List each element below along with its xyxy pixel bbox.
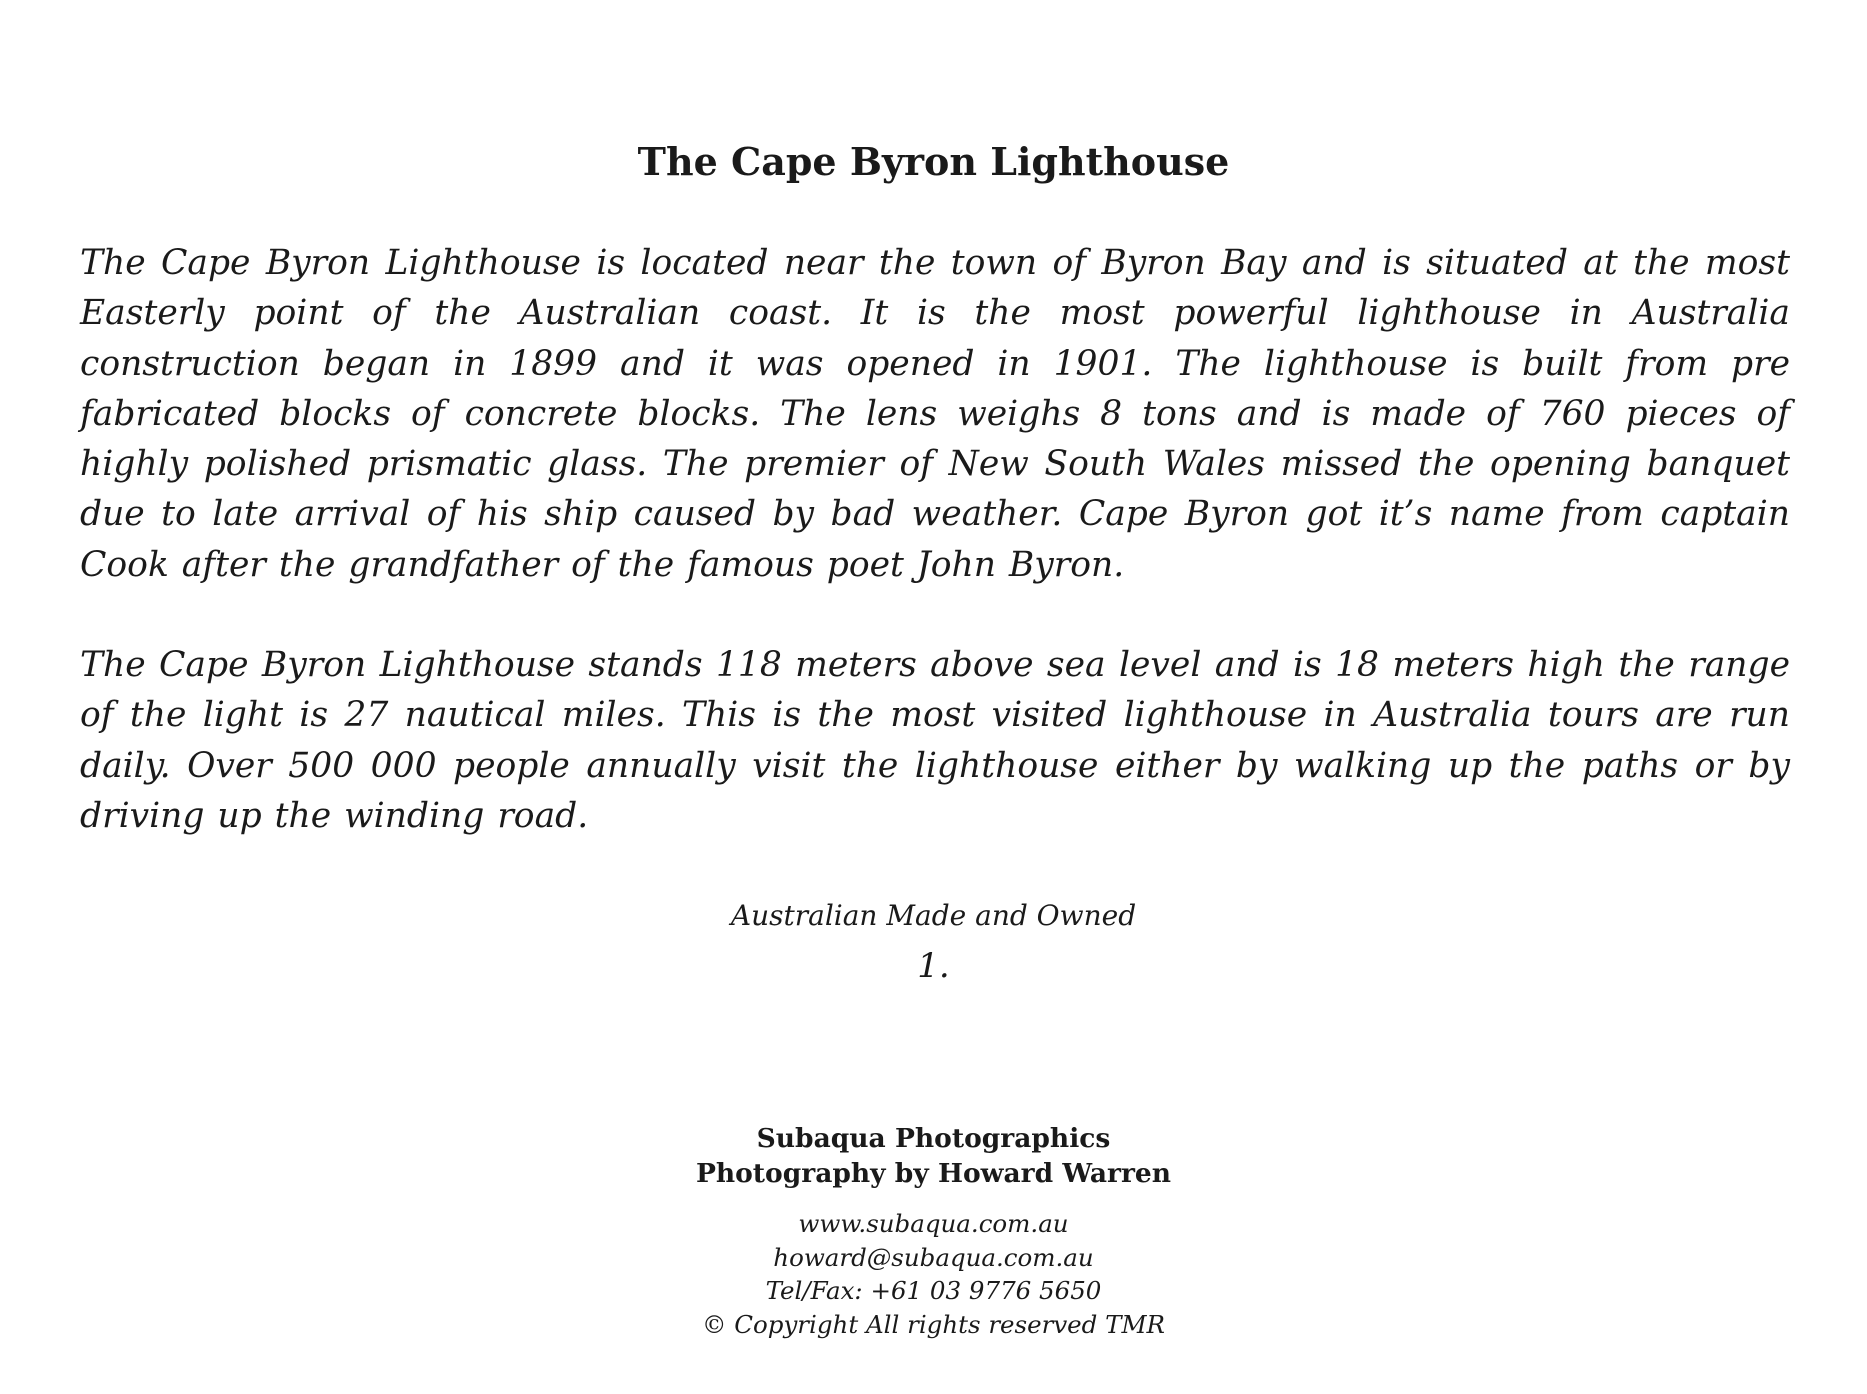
phone-text: Tel/Fax: +61 03 9776 5650: [765, 1276, 1102, 1305]
page-number: 1.: [917, 946, 950, 986]
page-title: The Cape Byron Lighthouse: [637, 139, 1230, 184]
credits-block: [0, 1121, 1867, 1191]
made-in-australia-tagline: Australian Made and Owned: [730, 899, 1137, 932]
email-text: howard@subaqua.com.au: [773, 1242, 1094, 1272]
photographer-credit: Photography by Howard Warren: [695, 1158, 1172, 1189]
body-paragraph-facts: The Cape Byron Lighthouse stands 118 meters above sea level and is 18 meters high the range of the light is 27 nautical miles. This is the most visited lighthouse in Australia tours are run daily. Over 500 000 people annually visit the lighthouse either by walking up the paths or by driving up the winding road.: [80, 645, 1790, 836]
contact-block: [0, 1207, 1867, 1341]
company-name: Subaqua Photographics: [756, 1123, 1111, 1154]
website-text: www.subaqua.com.au: [798, 1209, 1069, 1238]
body-paragraph-history: The Cape Byron Lighthouse is located near the town of Byron Bay and is situated at the most Easterly point of the Australian coast. It is the most powerful lighthouse in Australia construction began in 1899 and it was opened in 1901. The lighthouse is built from pre fabricated blocks of concrete blocks. The lens weighs 8 tons and is made of 760 pieces of highly polished prismatic glass. The premier of New South Wales missed the opening banquet due to late arrival of his ship caused by bad weather. Cape Byron got it’s name from captain Cook after the grandfather of the famous poet John Byron.: [80, 243, 1790, 585]
copyright-notice: © Copyright All rights reserved TMR: [702, 1309, 1165, 1339]
